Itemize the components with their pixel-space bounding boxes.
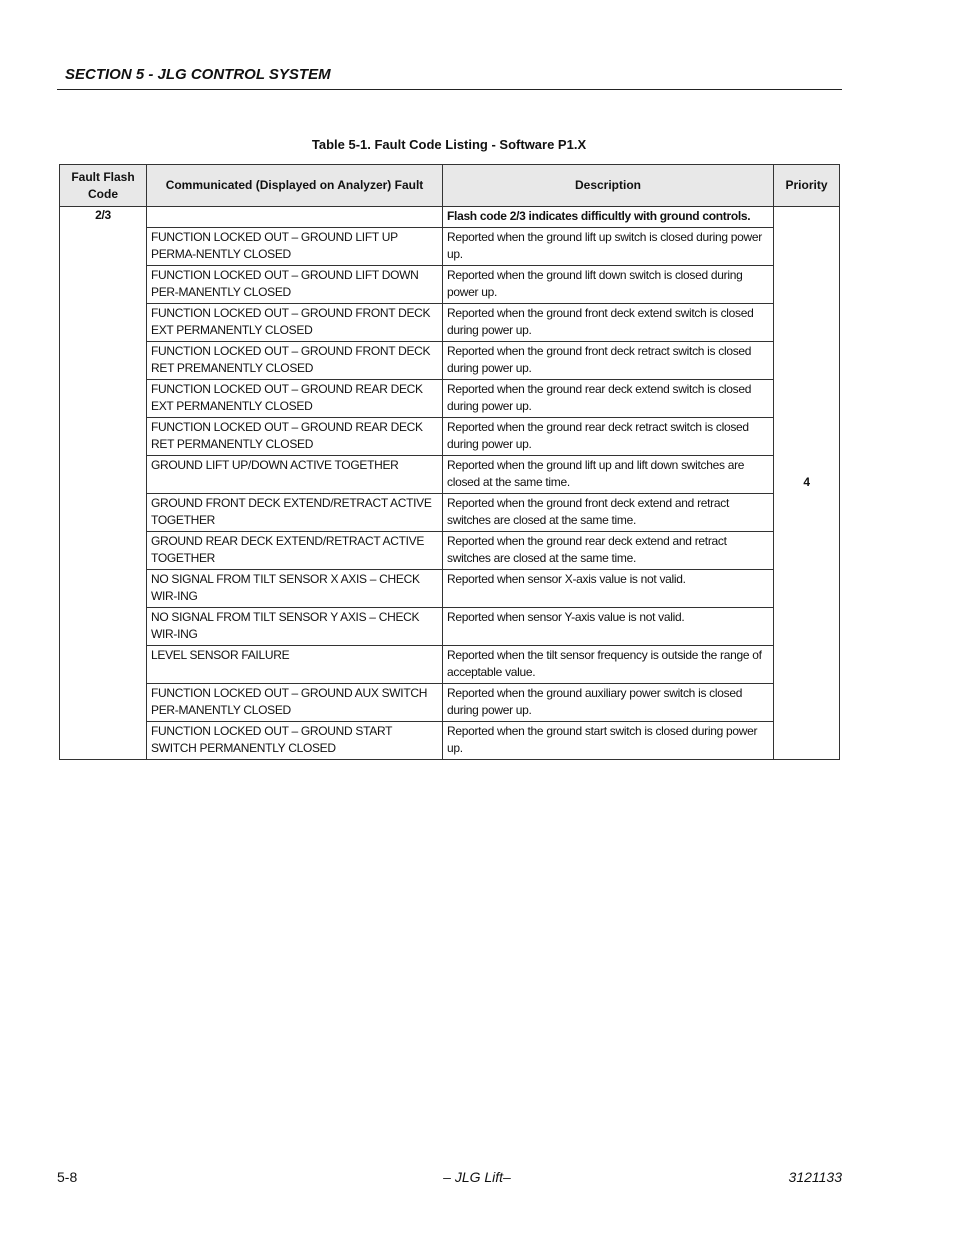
description-cell: Flash code 2/3 indicates difficultly with ground controls. [443,207,774,228]
fault-cell: LEVEL SENSOR FAILURE [147,646,443,684]
fault-cell: GROUND FRONT DECK EXTEND/RETRACT ACTIVE TOGETHER [147,494,443,532]
table-row [60,608,840,646]
header-rule [57,89,842,90]
flash-code-cell: 2/3 [60,207,147,760]
table-row [60,418,840,456]
description-cell: Reported when the ground rear deck extend and retract switches are closed at the same time. [443,532,774,570]
table-row [60,266,840,304]
fault-cell: FUNCTION LOCKED OUT – GROUND REAR DECK RET PERMANENTLY CLOSED [147,418,443,456]
table-row [60,646,840,684]
document-number: 3121133 [788,1169,842,1185]
description-cell: Reported when sensor X-axis value is not valid. [443,570,774,608]
description-cell: Reported when the ground front deck extend and retract switches are closed at the same time. [443,494,774,532]
table-row [60,207,840,228]
footer-center-text: – JLG Lift– [443,1169,511,1185]
description-cell: Reported when the ground start switch is closed during power up. [443,722,774,760]
table-body [60,207,840,760]
description-cell: Reported when the ground rear deck extend switch is closed during power up. [443,380,774,418]
fault-cell: NO SIGNAL FROM TILT SENSOR Y AXIS – CHECK WIR-ING [147,608,443,646]
description-cell: Reported when the ground front deck extend switch is closed during power up. [443,304,774,342]
description-cell: Reported when the ground rear deck retract switch is closed during power up. [443,418,774,456]
table-title: Table 5-1. Fault Code Listing - Software P1.X [311,137,587,152]
fault-cell: GROUND REAR DECK EXTEND/RETRACT ACTIVE TOGETHER [147,532,443,570]
table-row [60,380,840,418]
description-cell: Reported when the tilt sensor frequency is outside the range of acceptable value. [443,646,774,684]
table-row [60,570,840,608]
fault-cell: GROUND LIFT UP/DOWN ACTIVE TOGETHER [147,456,443,494]
page-number: 5-8 [57,1169,78,1185]
fault-cell: FUNCTION LOCKED OUT – GROUND LIFT DOWN PER-MANENTLY CLOSED [147,266,443,304]
fault-code-table [59,164,840,760]
table-row [60,494,840,532]
table-row [60,456,840,494]
fault-cell: FUNCTION LOCKED OUT – GROUND LIFT UP PERMA-NENTLY CLOSED [147,228,443,266]
table-header-row [60,165,840,207]
fault-cell: FUNCTION LOCKED OUT – GROUND FRONT DECK RET PREMANENTLY CLOSED [147,342,443,380]
description-cell: Reported when the ground lift down switch is closed during power up. [443,266,774,304]
fault-cell: NO SIGNAL FROM TILT SENSOR X AXIS – CHECK WIR-ING [147,570,443,608]
header-description: Description [443,165,774,207]
table-row [60,722,840,760]
description-cell: Reported when the ground lift up and lift down switches are closed at the same time. [443,456,774,494]
description-cell: Reported when the ground auxiliary power switch is closed during power up. [443,684,774,722]
table-row [60,342,840,380]
header-flash-code: Fault Flash Code [60,165,147,207]
description-cell: Reported when the ground lift up switch is closed during power up. [443,228,774,266]
table-row [60,228,840,266]
table-row [60,304,840,342]
fault-cell: FUNCTION LOCKED OUT – GROUND REAR DECK EXT PERMANENTLY CLOSED [147,380,443,418]
fault-cell [147,207,443,228]
priority-cell: 4 [774,207,840,760]
header-priority: Priority [774,165,840,207]
table-row [60,532,840,570]
table-row [60,684,840,722]
description-cell: Reported when sensor Y-axis value is not valid. [443,608,774,646]
fault-cell: FUNCTION LOCKED OUT – GROUND AUX SWITCH PER-MANENTLY CLOSED [147,684,443,722]
fault-cell: FUNCTION LOCKED OUT – GROUND FRONT DECK EXT PERMANENTLY CLOSED [147,304,443,342]
header-fault: Communicated (Displayed on Analyzer) Fault [147,165,443,207]
description-cell: Reported when the ground front deck retract switch is closed during power up. [443,342,774,380]
fault-cell: FUNCTION LOCKED OUT – GROUND START SWITCH PERMANENTLY CLOSED [147,722,443,760]
section-title: SECTION 5 - JLG CONTROL SYSTEM [65,66,331,83]
